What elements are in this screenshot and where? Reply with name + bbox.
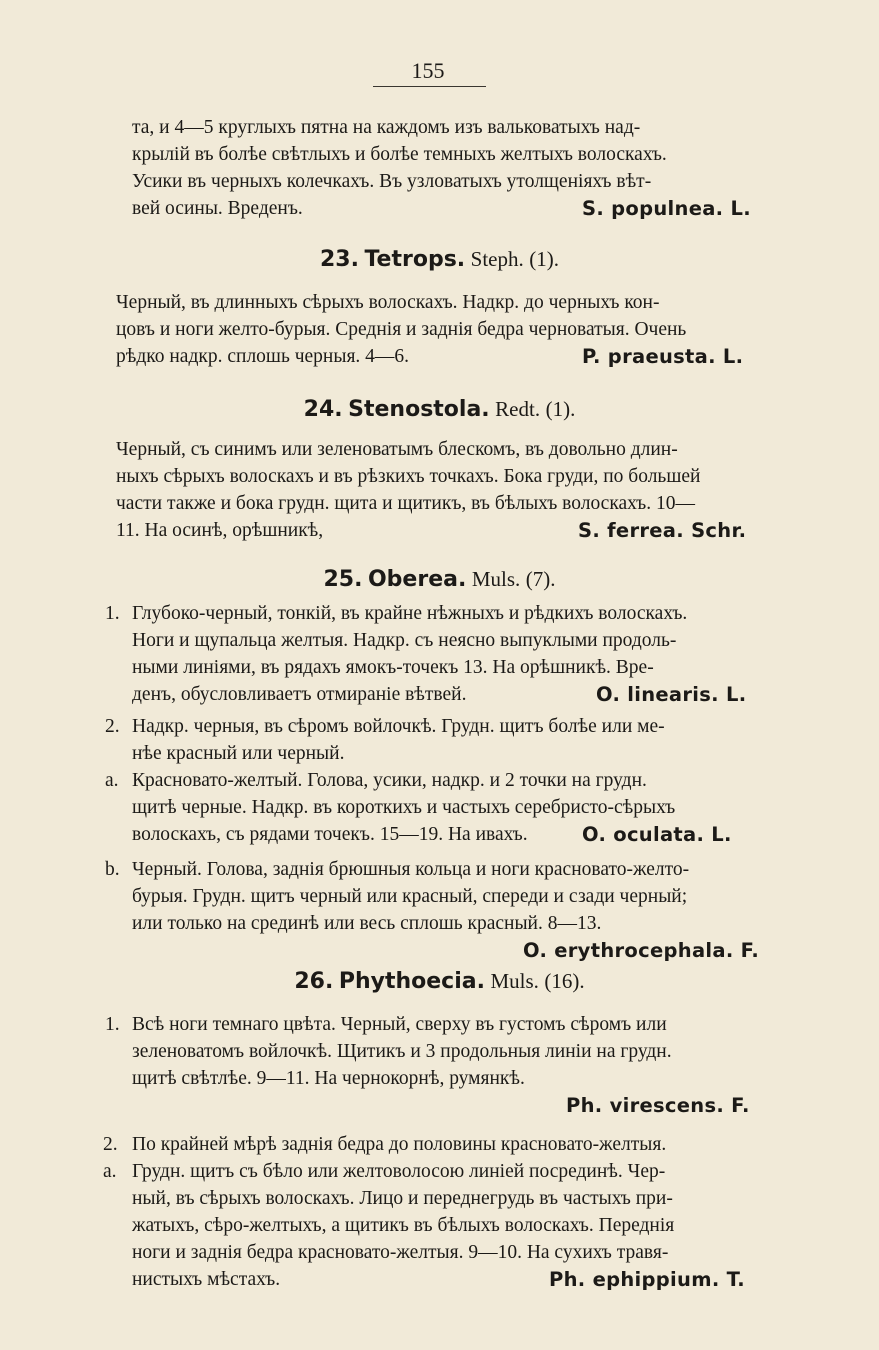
text-line: части также и бока грудн. щита и щитикъ, въ бѣлыхъ волоскахъ. 10— bbox=[116, 493, 696, 514]
species-name: Ph. virescens. F. bbox=[566, 1094, 750, 1117]
genus-name: Oberea. bbox=[367, 567, 467, 592]
text-line: Черный, въ длинныхъ сѣрыхъ волоскахъ. Надкр. до черныхъ кон- bbox=[116, 292, 660, 313]
genus-name: Phythoecia. bbox=[338, 969, 485, 994]
genus-author: Steph. bbox=[470, 247, 524, 271]
text-line: крылій въ болѣе свѣтлыхъ и болѣе темныхъ желтыхъ волоскахъ. bbox=[132, 144, 667, 165]
genus-author: Redt. bbox=[495, 397, 541, 421]
text-line: Усики въ черныхъ колечкахъ. Въ узловатыхъ утолщеніяхъ вѣт- bbox=[132, 171, 652, 192]
text-line: Красновато-желтый. Голова, усики, надкр. и 2 точки на грудн. bbox=[132, 770, 647, 791]
text-line: нистыхъ мѣстахъ. bbox=[132, 1269, 281, 1290]
species-name: S. ferrea. Schr. bbox=[578, 519, 747, 542]
genus-count: (1). bbox=[545, 397, 576, 421]
entry-marker: b. bbox=[105, 859, 120, 880]
text-line: ныхъ сѣрыхъ волоскахъ и въ рѣзкихъ точкахъ. Бока груди, по большей bbox=[116, 466, 701, 487]
entry-marker: 2. bbox=[105, 716, 120, 737]
species-name: O. linearis. L. bbox=[596, 683, 747, 706]
text-line: 11. На осинѣ, орѣшникѣ, bbox=[116, 520, 324, 541]
genus-number: 24. bbox=[303, 397, 343, 422]
text-line: щитѣ свѣтлѣе. 9—11. На чернокорнѣ, румянкѣ. bbox=[132, 1068, 525, 1089]
species-name: S. populnea. L. bbox=[582, 197, 751, 220]
text-line: жатыхъ, сѣро-желтыхъ, а щитикъ въ бѣлыхъ волоскахъ. Переднія bbox=[132, 1215, 675, 1236]
text-line: Грудн. щитъ съ бѣло или желтоволосою линіей посрединѣ. Чер- bbox=[132, 1161, 666, 1182]
text-line: или только на срединѣ или весь сплошь красный. 8—13. bbox=[132, 913, 602, 934]
text-line: зеленоватомъ войлочкѣ. Щитикъ и 3 продольныя линіи на грудн. bbox=[132, 1041, 672, 1062]
text-line: ными линіями, въ рядахъ ямокъ-точекъ 13. На орѣшникѣ. Вре- bbox=[132, 657, 654, 678]
genus-name: Tetrops. bbox=[364, 247, 466, 272]
genus-heading-phythoecia bbox=[0, 966, 879, 997]
entry-marker: 1. bbox=[105, 603, 120, 624]
page-number: 155 bbox=[411, 58, 445, 83]
text-line: цовъ и ноги желто-бурыя. Среднія и заднія бедра черноватыя. Очень bbox=[116, 319, 687, 340]
text-line: волоскахъ, съ рядами точекъ. 15—19. На ивахъ. bbox=[132, 824, 528, 845]
entry-marker: 1. bbox=[105, 1014, 120, 1035]
genus-author: Muls. bbox=[490, 969, 539, 993]
genus-count: (16). bbox=[544, 969, 585, 993]
genus-heading-tetrops bbox=[0, 244, 879, 275]
text-line: ноги и заднія бедра красновато-желтыя. 9—10. На сухихъ травя- bbox=[132, 1242, 669, 1263]
text-line: та, и 4—5 круглыхъ пятна на каждомъ изъ вальковатыхъ над- bbox=[132, 117, 641, 138]
genus-heading-oberea bbox=[0, 564, 879, 595]
entry-marker: a. bbox=[105, 770, 119, 791]
genus-number: 23. bbox=[319, 247, 359, 272]
text-line: Ноги и щупальца желтыя. Надкр. съ неясно выпуклыми продоль- bbox=[132, 630, 677, 651]
text-line: ный, въ сѣрыхъ волоскахъ. Лицо и переднегрудь въ частыхъ при- bbox=[132, 1188, 673, 1209]
genus-name: Stenostola. bbox=[348, 397, 490, 422]
entry-marker: 2. bbox=[103, 1134, 118, 1155]
text-line: По крайней мѣрѣ заднія бедра до половины красновато-желтыя. bbox=[132, 1134, 667, 1155]
genus-number: 26. bbox=[294, 969, 334, 994]
species-name: Ph. ephippium. T. bbox=[549, 1268, 745, 1291]
genus-count: (7). bbox=[525, 567, 556, 591]
text-line: Черный. Голова, заднія брюшныя кольца и ноги красновато-желто- bbox=[132, 859, 690, 880]
text-line: щитѣ черные. Надкр. въ короткихъ и частыхъ серебристо-сѣрыхъ bbox=[132, 797, 676, 818]
species-name: O. oculata. L. bbox=[582, 823, 732, 846]
genus-count: (1). bbox=[529, 247, 559, 271]
genus-author: Muls. bbox=[471, 567, 521, 591]
text-line: Глубоко-черный, тонкій, въ крайне нѣжныхъ и рѣдкихъ волоскахъ. bbox=[132, 603, 688, 624]
entry-marker: a. bbox=[103, 1161, 117, 1182]
species-name: P. praeusta. L. bbox=[582, 345, 744, 368]
text-line: денъ, обусловливаетъ отмираніе вѣтвей. bbox=[132, 684, 467, 705]
text-line: вей осины. Вреденъ. bbox=[132, 198, 303, 219]
text-line: рѣдко надкр. сплошь черныя. 4—6. bbox=[116, 346, 410, 367]
text-line: Надкр. черныя, въ сѣромъ войлочкѣ. Грудн. щитъ болѣе или ме- bbox=[132, 716, 665, 737]
genus-number: 25. bbox=[323, 567, 363, 592]
header-rule bbox=[373, 86, 486, 87]
text-line: нѣе красный или черный. bbox=[132, 743, 345, 764]
text-line: Всѣ ноги темнаго цвѣта. Черный, сверху въ густомъ сѣромъ или bbox=[132, 1014, 667, 1035]
species-name: O. erythrocephala. F. bbox=[523, 939, 760, 962]
genus-heading-stenostola bbox=[0, 394, 879, 425]
text-line: Черный, съ синимъ или зеленоватымъ блескомъ, въ довольно длин- bbox=[116, 439, 678, 460]
text-line: бурыя. Грудн. щитъ черный или красный, спереди и сзади черный; bbox=[132, 886, 688, 907]
